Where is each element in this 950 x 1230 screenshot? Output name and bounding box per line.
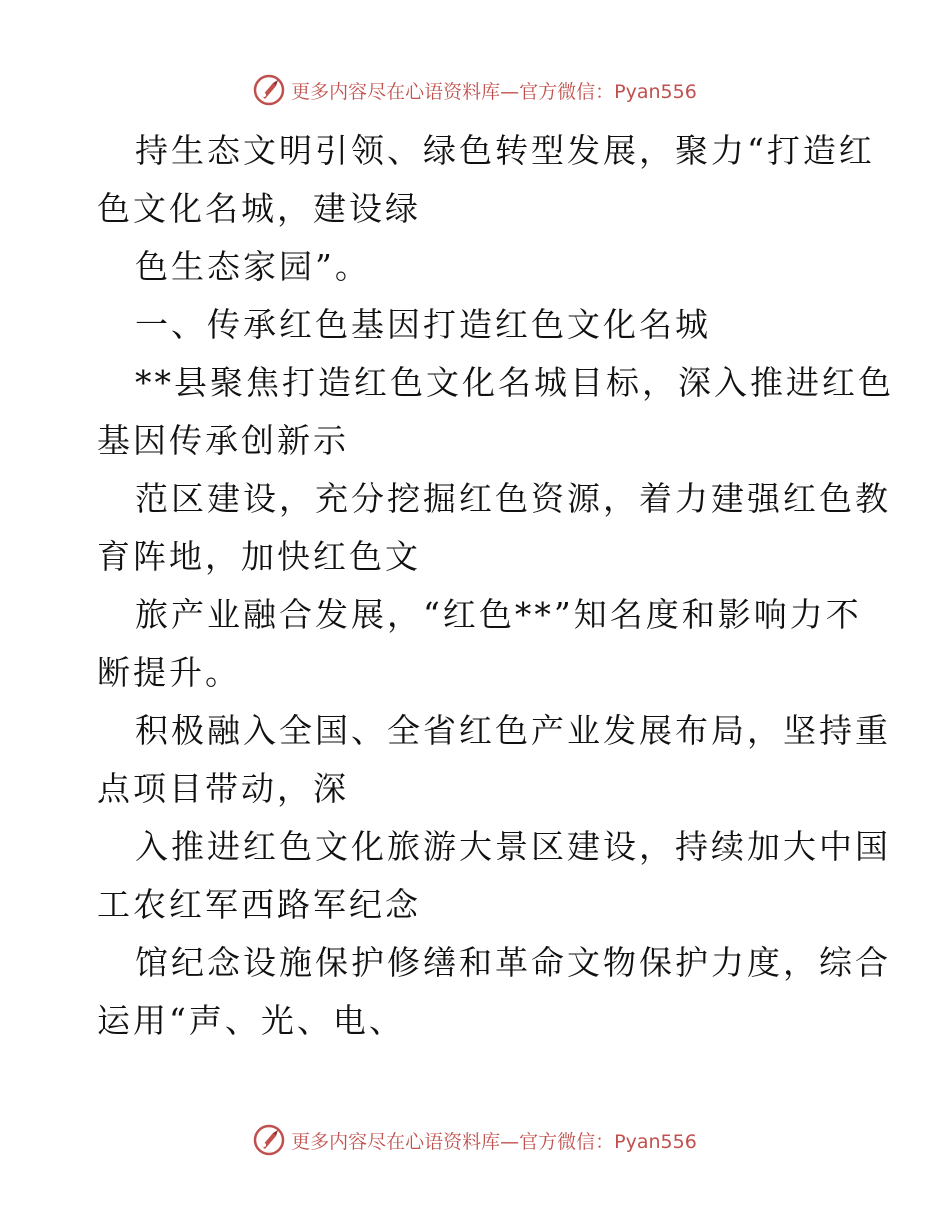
- section-heading: 一、传承红色基因打造红色文化名城: [135, 305, 711, 344]
- text-line: 基因传承创新示: [97, 421, 349, 460]
- text-line: 馆纪念设施保护修缮和革命文物保护力度，综合: [135, 943, 891, 982]
- text-line: 入推进红色文化旅游大景区建设，持续加大中国: [135, 827, 891, 866]
- text-line: 运用“声、光、电、: [97, 1001, 405, 1040]
- document-body: [97, 122, 894, 1050]
- text-line: 范区建设，充分挖掘红色资源，着力建强红色教: [135, 479, 891, 518]
- text-line: 工农红军西路军纪念: [97, 885, 421, 924]
- text-line: 色文化名城，建设绿: [97, 189, 421, 228]
- text-line: 育阵地，加快红色文: [97, 537, 421, 576]
- text-line: **县聚焦打造红色文化名城目标，深入推进红色: [135, 363, 894, 402]
- text-line: 积极融入全国、全省红色产业发展布局，坚持重: [135, 711, 891, 750]
- text-line: 点项目带动，深: [97, 769, 349, 808]
- text-line: 持生态文明引领、绿色转型发展，聚力“打造红: [135, 131, 875, 170]
- brand-logo-icon: [253, 1124, 285, 1156]
- header-banner: [0, 70, 950, 110]
- header-banner-text: 更多内容尽在心语资料库—官方微信：Pyan556: [291, 80, 697, 103]
- text-line: 断提升。: [97, 653, 241, 692]
- footer-banner-text: 更多内容尽在心语资料库—官方微信：Pyan556: [291, 1130, 697, 1153]
- footer-banner: [0, 1120, 950, 1160]
- brand-logo-icon: [253, 74, 285, 106]
- text-line: 旅产业融合发展，“红色**”知名度和影响力不: [135, 595, 862, 634]
- text-line: 色生态家园”。: [135, 247, 371, 286]
